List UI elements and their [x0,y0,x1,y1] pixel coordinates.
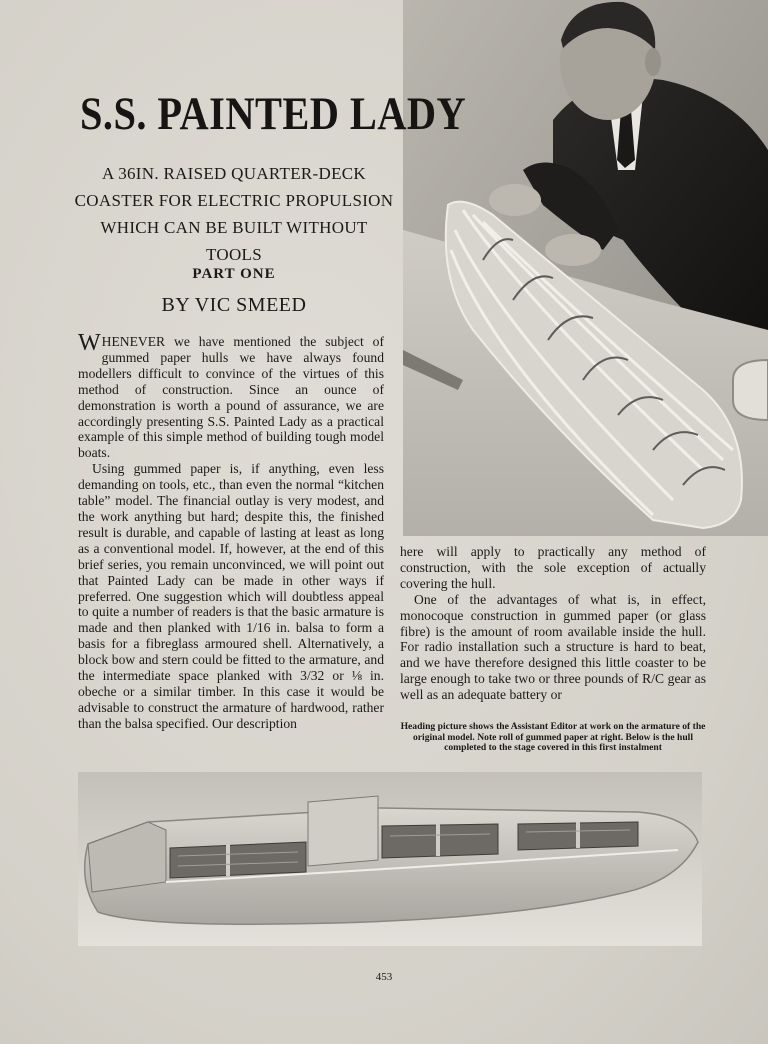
body-paragraph: here will apply to practically any method of construction, with the sole exception of actually covering the hull. [400,544,706,591]
article-part-label: PART ONE [192,266,276,282]
heading-photo-armature [403,0,768,536]
body-column-right [400,544,706,703]
photo-caption: Heading picture shows the Assistant Editor at work on the armature of the original model. Note roll of gummed paper at right. Below is the hull completed to the stage covered in this first instalment [400,721,706,754]
page-number: 453 [375,971,393,983]
article-title: S.S. PAINTED LADY [80,88,467,140]
body-paragraph: WHENEVER we have mentioned the subject of gummed paper hulls we have always found modellers difficult to convince of the virtues of this method of construction. Since an ounce of demonstration is worth a pound of assurance, we are accordingly presenting S.S. Painted Lady as a practical example of this simple method of building tough model boats. [78,330,384,461]
body-paragraph: Using gummed paper is, if anything, even less demanding on tools, etc., than even the normal “kitchen table” model. The financial outlay is very modest, and the work anything but hard; despite this, the finished result is durable, and capable of lasting at least as long as a conventional model. If, however, at the end of this brief series, you remain unconvinced, we will point out that Painted Lady can be made in other ways if preferred. One suggestion which will doubtless appeal to quite a number of readers is that the basic armature is made and then planked with 1/16 in. balsa to form a basis for a fibreglass armoured shell. Alternatively, a block bow and stern could be fitted to the armature, and the intermediate space planked with 3/32 or ⅛ in. obeche or a similar timber. In this case it would be advisable to construct the armature of hardwood, rather than the balsa specified. Our description [78,461,384,731]
article-byline: BY VIC SMEED [161,294,307,316]
body-column-left [78,330,384,732]
hull-photo [78,772,702,946]
drop-cap: W [78,330,101,356]
article-subtitle: A 36IN. RAISED QUARTER-DECK COASTER FOR ELECTRIC PROPULSION WHICH CAN BE BUILT WITHOUT TOOLS [74,164,394,264]
body-paragraph: One of the advantages of what is, in effect, monocoque construction in gummed paper (or glass fibre) is the amount of room available inside the hull. For radio installation such a structure is hard to beat, and we have therefore designed this little coaster to be large enough to take two or three pounds of R/C gear as well as an adequate battery or [400,591,706,703]
